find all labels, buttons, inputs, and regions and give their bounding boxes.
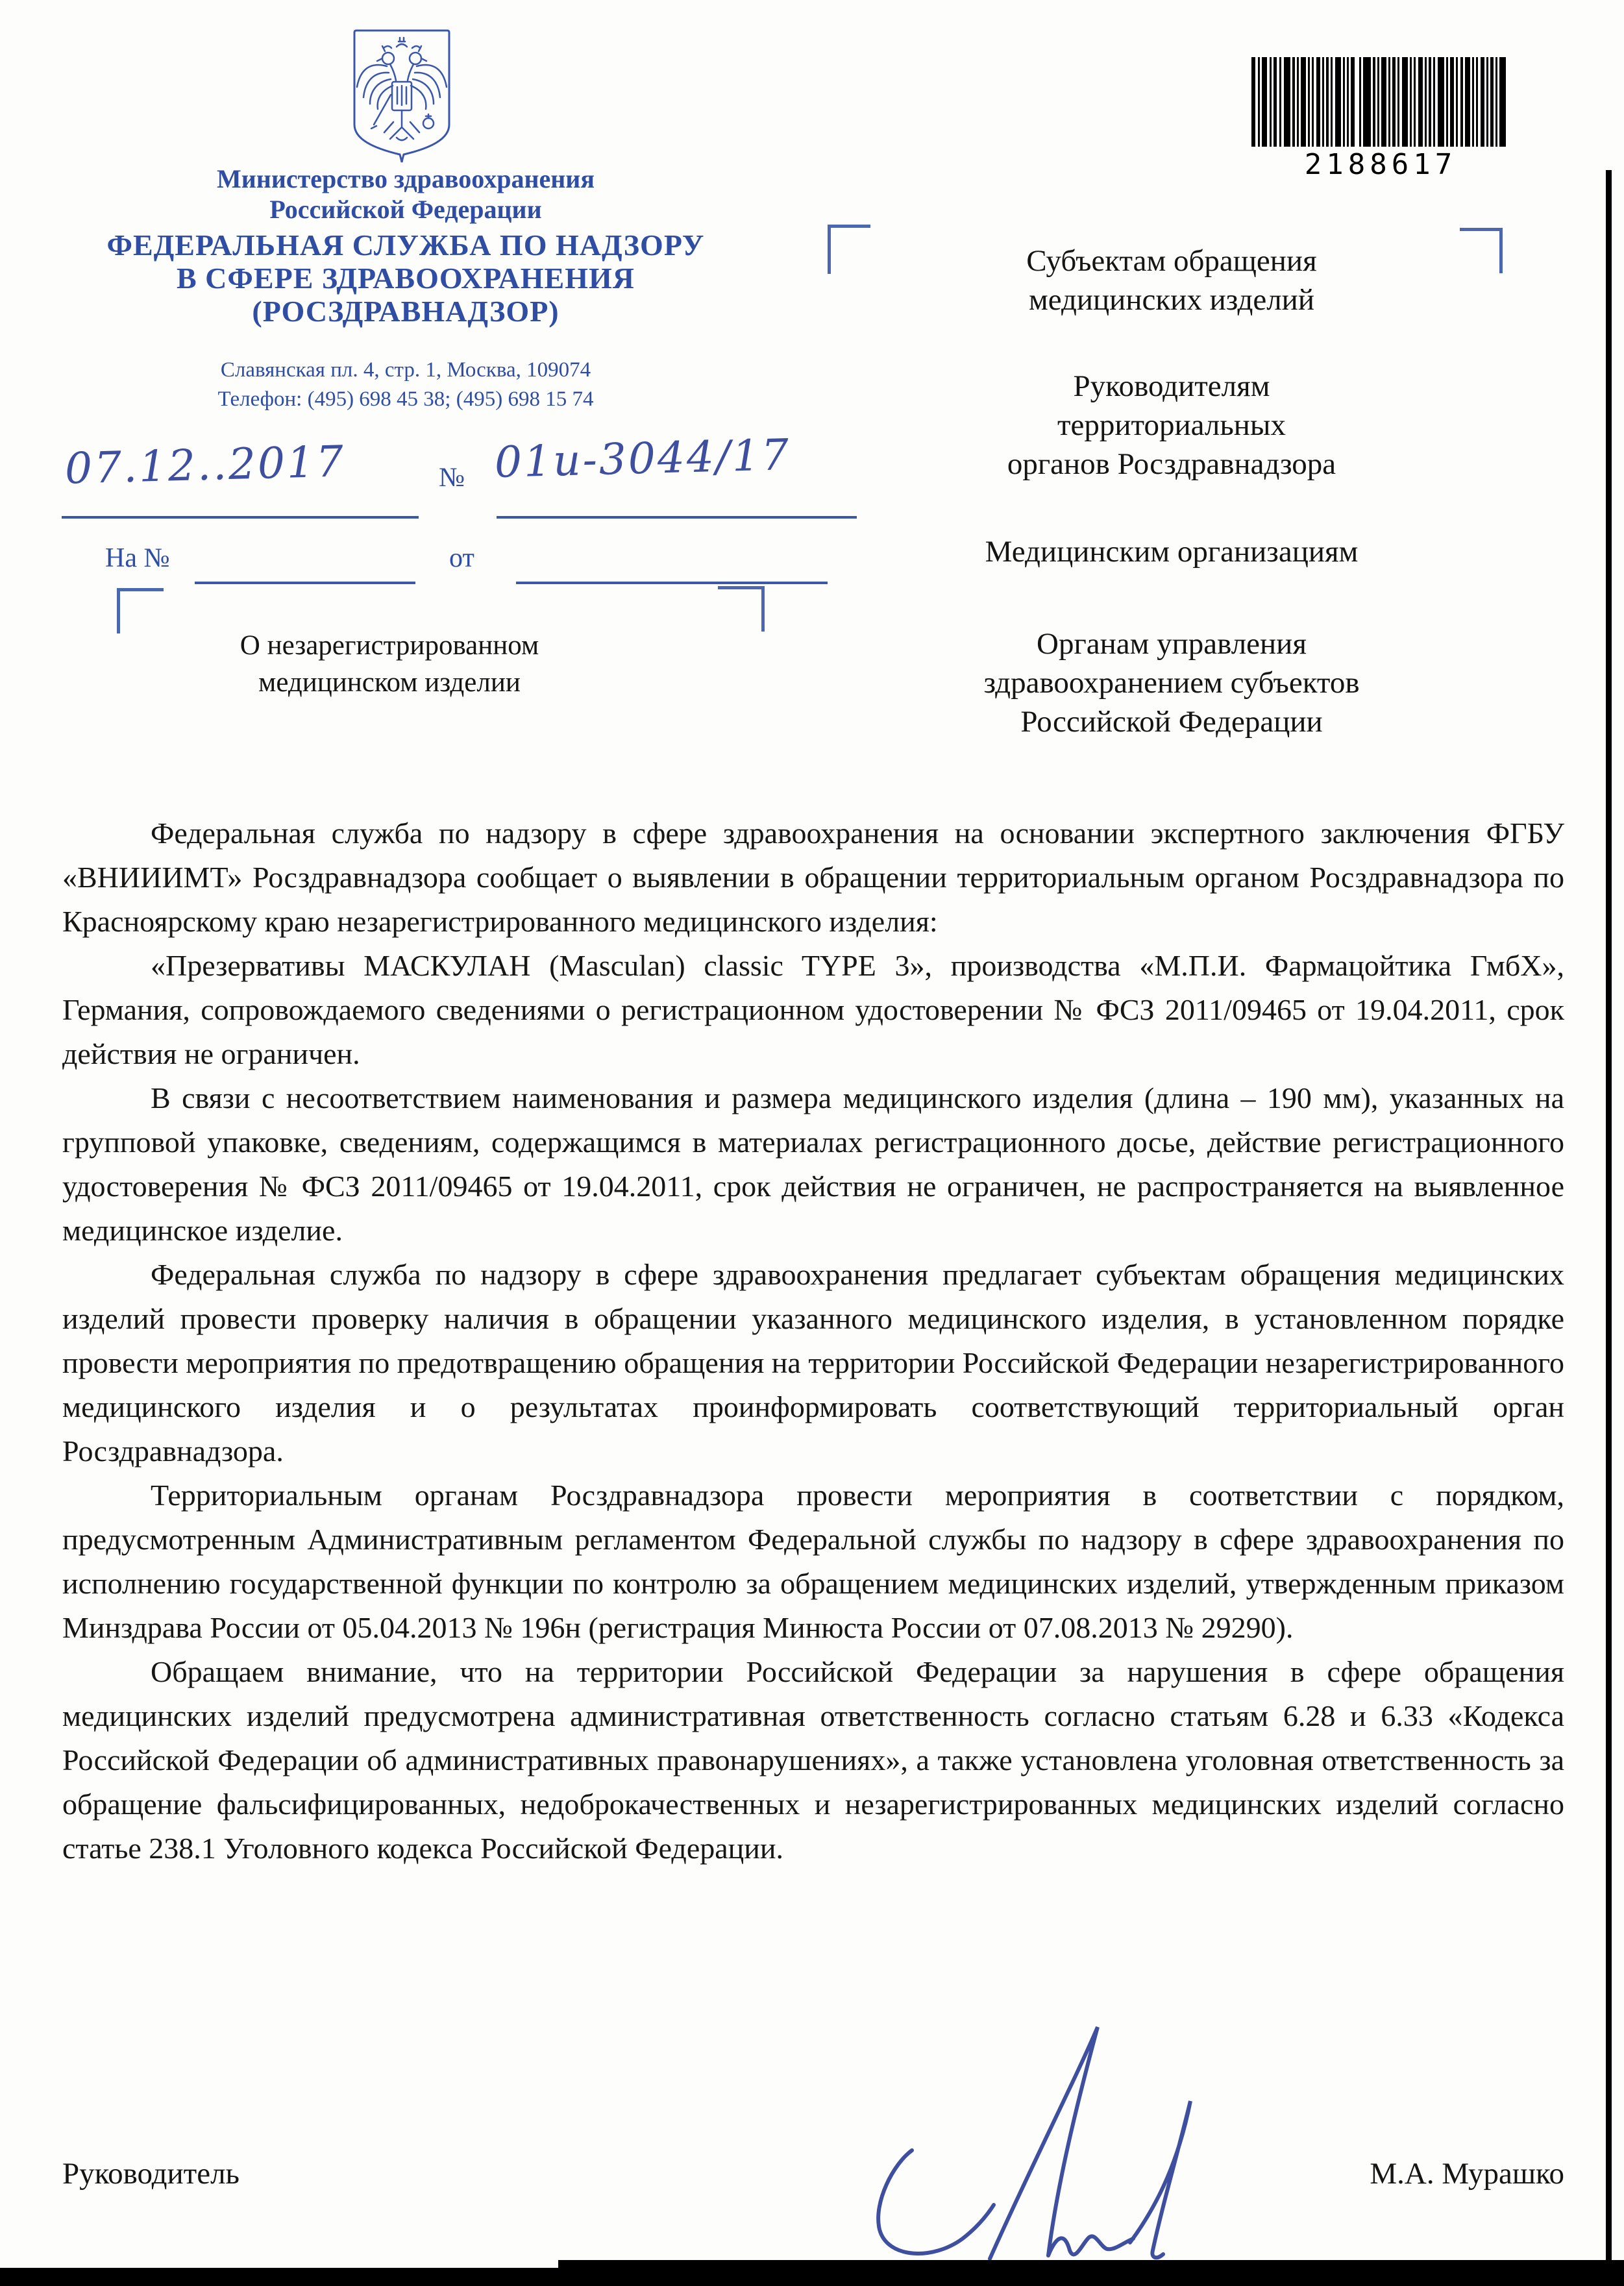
recipient-line: территориальных [1057,408,1286,442]
ministry-name-line2: Российской Федерации [269,195,542,224]
letter-body [62,811,1564,1871]
service-name [52,228,759,328]
recipient-line: Руководителям [1073,369,1270,403]
recipient-line: здравоохранением субъектов [983,666,1360,700]
org-phone: Телефон: (495) 698 45 38; (495) 698 15 74 [217,387,594,411]
scan-edge-line [1606,170,1612,2263]
recipient-line: Органам управления [1037,627,1307,661]
recipient-line: Субъектам обращения [1026,244,1317,278]
barcode [1251,57,1510,147]
subject-line2: медицинском изделии [258,667,521,698]
subject-bracket-right-v [761,586,765,632]
org-contact-block [84,356,727,414]
recipient-line: Медицинским организациям [985,535,1359,569]
service-name-line2: В СФЕРЕ ЗДРАВООХРАНЕНИЯ [177,262,635,295]
reply-number-label: На № [105,543,170,573]
service-name-line3: (РОСЗДРАВНАДЗОР) [252,295,560,328]
recipient-block-2 [867,367,1477,484]
recipient-line: органов Росздравнадзора [1007,447,1336,481]
ministry-name-line1: Министерство здравоохранения [217,164,595,193]
subject-bracket-left-h [117,588,164,591]
subject-bracket-right-h [718,586,765,589]
subject [175,627,604,701]
body-paragraph-5: Территориальным органам Росздравнадзора провести мероприятия в соответствии с порядком, предусмотренным Административным регламентом Федеральной службы по надзору в сфере здравоохранения по исполнению государственной функции по контролю за обращением медицинских изделий, утвержденным приказом Минздрава России от 05.04.2013 № 196н (регистрация Минюста России от 07.08.2013 № 29290). [62,1479,1564,1644]
subject-bracket-left-v [117,588,120,633]
recipient-block-3 [867,532,1477,571]
reply-number-underline [195,582,415,584]
body-paragraph-1: Федеральная служба по надзору в сфере здравоохранения на основании экспертного заключения ФГБУ «ВНИИИМТ» Росздравнадзора сообщает о выявлении в обращении территориальным органом Росздравнадзора по Красноярскому краю незарегистрированного медицинского изделия: [62,817,1564,938]
recipient-bracket-right-h [1460,228,1503,231]
scan-bottom-bar-right [558,2260,1624,2286]
recipient-bracket-right-v [1499,228,1503,273]
number-sign: № [439,463,465,493]
org-address: Славянская пл. 4, стр. 1, Москва, 109074 [220,358,591,382]
signature-stroke [834,1970,1198,2275]
outgoing-number-handwritten: 01и-3044/17 [494,430,791,487]
recipient-bracket-left-h [828,225,870,228]
recipient-line: медицинских изделий [1028,283,1314,317]
reply-from-label: от [449,543,474,573]
ministry-name [84,164,727,225]
recipient-bracket-left-v [828,225,831,274]
body-paragraph-2: «Презервативы МАСКУЛАН (Masculan) classic TYPE 3», производства «М.П.И. Фармацойтика ГмбХ», Германия, сопровождаемого сведениями о регистрационном удостоверении № ФСЗ 2011/09465 от 19.04.2011, срок действия не ограничен. [62,949,1564,1070]
barcode-number: 2188617 [1304,148,1457,181]
body-paragraph-6: Обращаем внимание, что на территории Российской Федерации за нарушения в сфере обращения медицинских изделий предусмотрена административная ответственность согласно статьям 6.28 и 6.33 «Кодекса Российской Федерации об административных правонарушениях», а также установлена уголовная ответственность за обращение фальсифицированных, недоброкачественных и незарегистрированных медицинских изделий согласно статье 238.1 Уголовного кодекса Российской Федерации. [62,1655,1564,1865]
number-underline [497,516,857,519]
body-paragraph-4: Федеральная служба по надзору в сфере здравоохранения предлагает субъектам обращения медицинских изделий провести проверку наличия в обращении указанного медицинского изделия, в установленном порядке провести мероприятия по предотвращению обращения на территории Российской Федерации незарегистрированного медицинского изделия и о результатах проинформировать соответствующий территориальный орган Росздравнадзора. [62,1258,1564,1468]
date-underline [62,516,419,519]
body-paragraph-3: В связи с несоответствием наименования и размера медицинского изделия (длина – 190 мм), указанных на групповой упаковке, сведениям, содержащимся в материалах регистрационного досье, действие регистрационного удостоверения № ФСЗ 2011/09465 от 19.04.2011, срок действия не ограничен, не распространяется на выявленное медицинское изделие. [62,1081,1564,1247]
recipient-line: Российской Федерации [1020,705,1323,739]
recipient-block-4 [867,624,1477,741]
signature-title: Руководитель [62,2157,240,2191]
reply-date-underline [516,582,828,584]
service-name-line1: ФЕДЕРАЛЬНАЯ СЛУЖБА ПО НАДЗОРУ [106,228,705,262]
subject-line1: О незарегистрированном [240,630,539,661]
outgoing-date-handwritten: 07.12..2017 [64,436,346,494]
signer-name: М.А. Мурашко [1370,2157,1564,2191]
recipient-block-1 [867,241,1477,319]
coat-of-arms-icon [348,27,456,165]
